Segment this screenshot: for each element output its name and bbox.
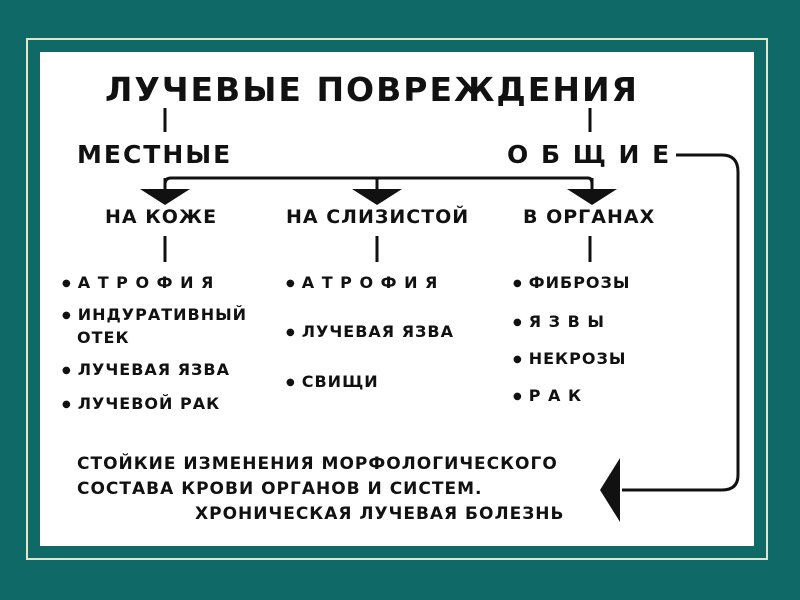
arrow-skin xyxy=(140,189,190,205)
skin-item: ● ИНДУРАТИВНЫЙ xyxy=(62,307,247,323)
skin-item: ● А Т Р О Ф И Я xyxy=(62,275,214,291)
arrow-organs xyxy=(567,189,617,205)
skin-item: ● ЛУЧЕВАЯ ЯЗВА xyxy=(62,362,230,378)
chronic-radiation-sickness: ХРОНИЧЕСКАЯ ЛУЧЕВАЯ БОЛЕЗНЬ xyxy=(195,504,565,524)
skin-item-continuation: ОТЕК xyxy=(77,328,130,347)
diagram-title: ЛУЧЕВЫЕ ПОВРЕЖДЕНИЯ xyxy=(105,70,639,109)
label-organs: В ОРГАНАХ xyxy=(523,206,656,228)
label-skin: НА КОЖЕ xyxy=(105,206,218,228)
organ-item: ● ФИБРОЗЫ xyxy=(513,275,630,291)
label-mucosa: НА СЛИЗИСТОЙ xyxy=(286,206,470,228)
chronic-effects-line1: СТОЙКИЕ ИЗМЕНЕНИЯ МОРФОЛОГИЧЕСКОГО xyxy=(77,454,558,474)
chronic-effects-line2: СОСТАВА КРОВИ ОРГАНОВ И СИСТЕМ. xyxy=(77,479,483,499)
mucosa-item: ● ЛУЧЕВАЯ ЯЗВА xyxy=(286,324,454,340)
label-local: МЕСТНЫЕ xyxy=(77,140,233,169)
organ-item: ● НЕКРОЗЫ xyxy=(513,351,626,367)
mucosa-item: ● А Т Р О Ф И Я xyxy=(286,275,438,291)
arrow-chronic xyxy=(600,458,620,522)
mucosa-item: ● СВИЩИ xyxy=(286,374,379,390)
skin-item: ● ЛУЧЕВОЙ РАК xyxy=(62,396,220,412)
organ-item: ● Я З В Ы xyxy=(513,314,605,330)
organ-item: ● Р А К xyxy=(513,388,582,404)
label-general: О Б Щ И Е xyxy=(507,140,672,169)
arrow-mucosa xyxy=(352,189,402,205)
